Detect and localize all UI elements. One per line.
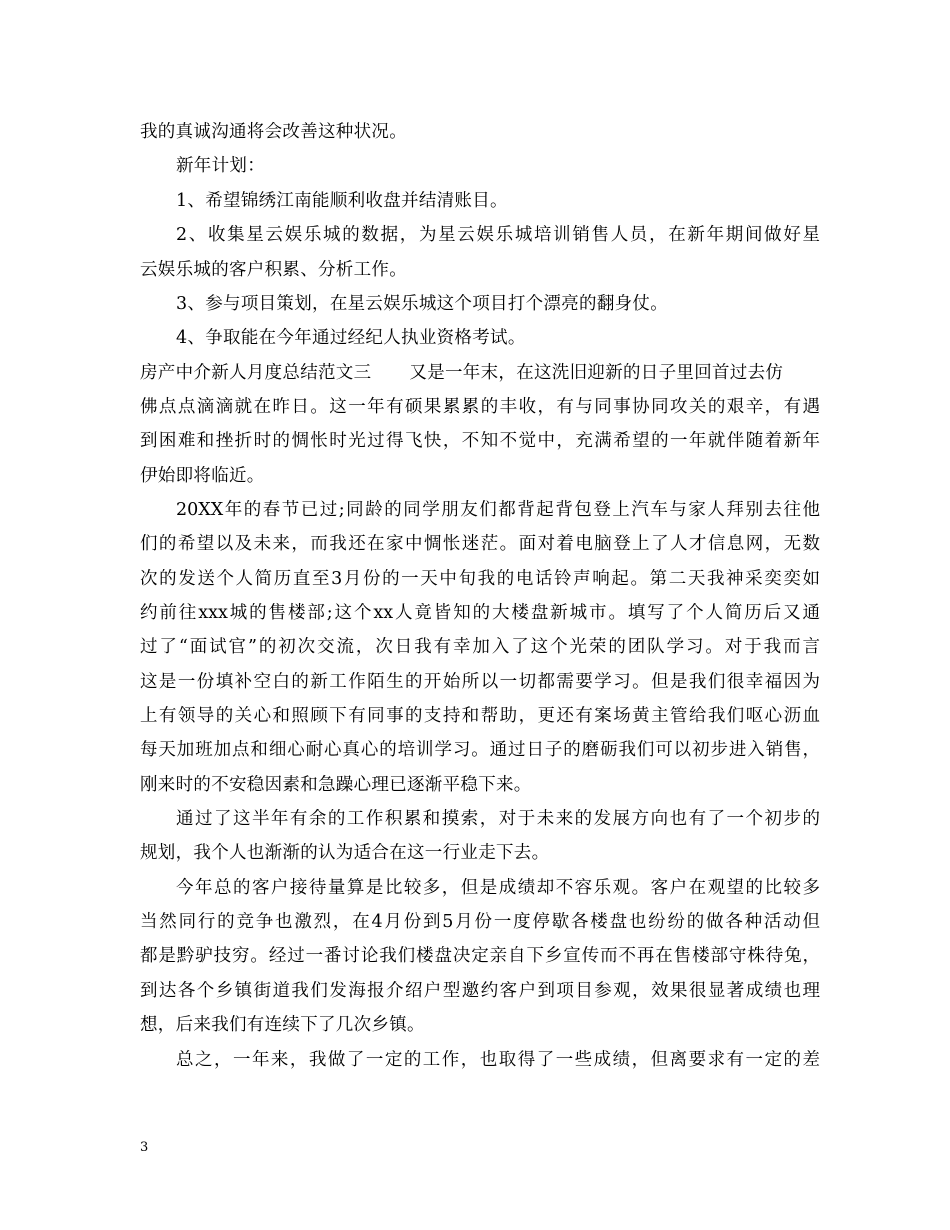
text-line: 到困难和挫折时的惆怅时光过得飞快，不知不觉中，充满希望的一年就伴随着新年 [140,431,820,451]
section-title: 房产中介新人月度总结范文三 [140,363,372,383]
text-line: 规划，我个人也渐渐的认为适合在这一行业走下去。 [140,843,550,863]
text-line: 新年计划： [176,156,265,176]
text-line: 3、参与项目策划，在星云娱乐城这个项目打个漂亮的翻身仗。 [176,294,669,314]
text-line: 今年总的客户接待量算是比较多，但是成绩却不容乐观。客户在观望的比较多 [176,878,820,898]
text-line: 想，后来我们有连续下了几次乡镇。 [140,1015,425,1035]
text-line: 上有领导的关心和照顾下有同事的支持和帮助，更还有案场黄主管给我们呕心沥血 [140,706,820,726]
text-line: 这是一份填补空白的新工作陌生的开始所以一切都需要学习。但是我们很幸福因为 [140,672,820,692]
page-number: 3 [140,1140,149,1155]
text-line: 我的真诚沟通将会改善这种状况。 [140,122,407,142]
text-line: 4、争取能在今年通过经纪人执业资格考试。 [176,328,526,348]
text-line: 到达各个乡镇街道我们发海报介绍户型邀约客户到项目参观，效果很显著成绩也理 [140,981,820,1001]
text-line: 约前往xxx城的售楼部;这个xx人竟皆知的大楼盘新城市。填写了个人简历后又通 [140,603,820,623]
text-line: 20XX年的春节已过;同龄的同学朋友们都背起背包登上汽车与家人拜别去往他 [176,500,820,520]
text-line: 刚来时的不安稳因素和急躁心理已逐渐平稳下来。 [140,775,532,795]
text-line: 都是黔驴技穷。经过一番讨论我们楼盘决定亲自下乡宣传而不再在售楼部守株待兔， [140,946,820,966]
text-line: 当然同行的竞争也激烈，在4月份到5月份一度停歇各楼盘也纷纷的做各种活动但 [140,912,820,932]
section-title-line [140,361,783,385]
text-line: 次的发送个人简历直至3月份的一天中旬我的电话铃声响起。第二天我神采奕奕如 [140,569,820,589]
text-line: 2、收集星云娱乐城的数据，为星云娱乐城培训销售人员，在新年期间做好星 [176,225,820,245]
text-line: 们的希望以及未来，而我还在家中惆怅迷茫。面对着电脑登上了人才信息网，无数 [140,534,820,554]
text-line: 又是一年末，在这洗旧迎新的日子里回首过去仿 [409,363,784,383]
text-line: 总之，一年来，我做了一定的工作，也取得了一些成绩，但离要求有一定的差 [176,1050,820,1070]
text-line: 云娱乐城的客户积累、分析工作。 [140,260,407,280]
text-line: 每天加班加点和细心耐心真心的培训学习。通过日子的磨砺我们可以初步进入销售， [140,740,820,760]
text-line: 1、希望锦绣江南能顺利收盘并结清账目。 [176,191,508,211]
text-line: 佛点点滴滴就在昨日。这一年有硕果累累的丰收，有与同事协同攻关的艰辛，有遇 [140,397,820,417]
text-line: 通过了这半年有余的工作积累和摸索，对于未来的发展方向也有了一个初步的 [176,809,820,829]
text-line: 伊始即将临近。 [140,466,265,486]
text-line: 过了“面试官”的初次交流，次日我有幸加入了这个光荣的团队学习。对于我而言 [140,637,820,657]
